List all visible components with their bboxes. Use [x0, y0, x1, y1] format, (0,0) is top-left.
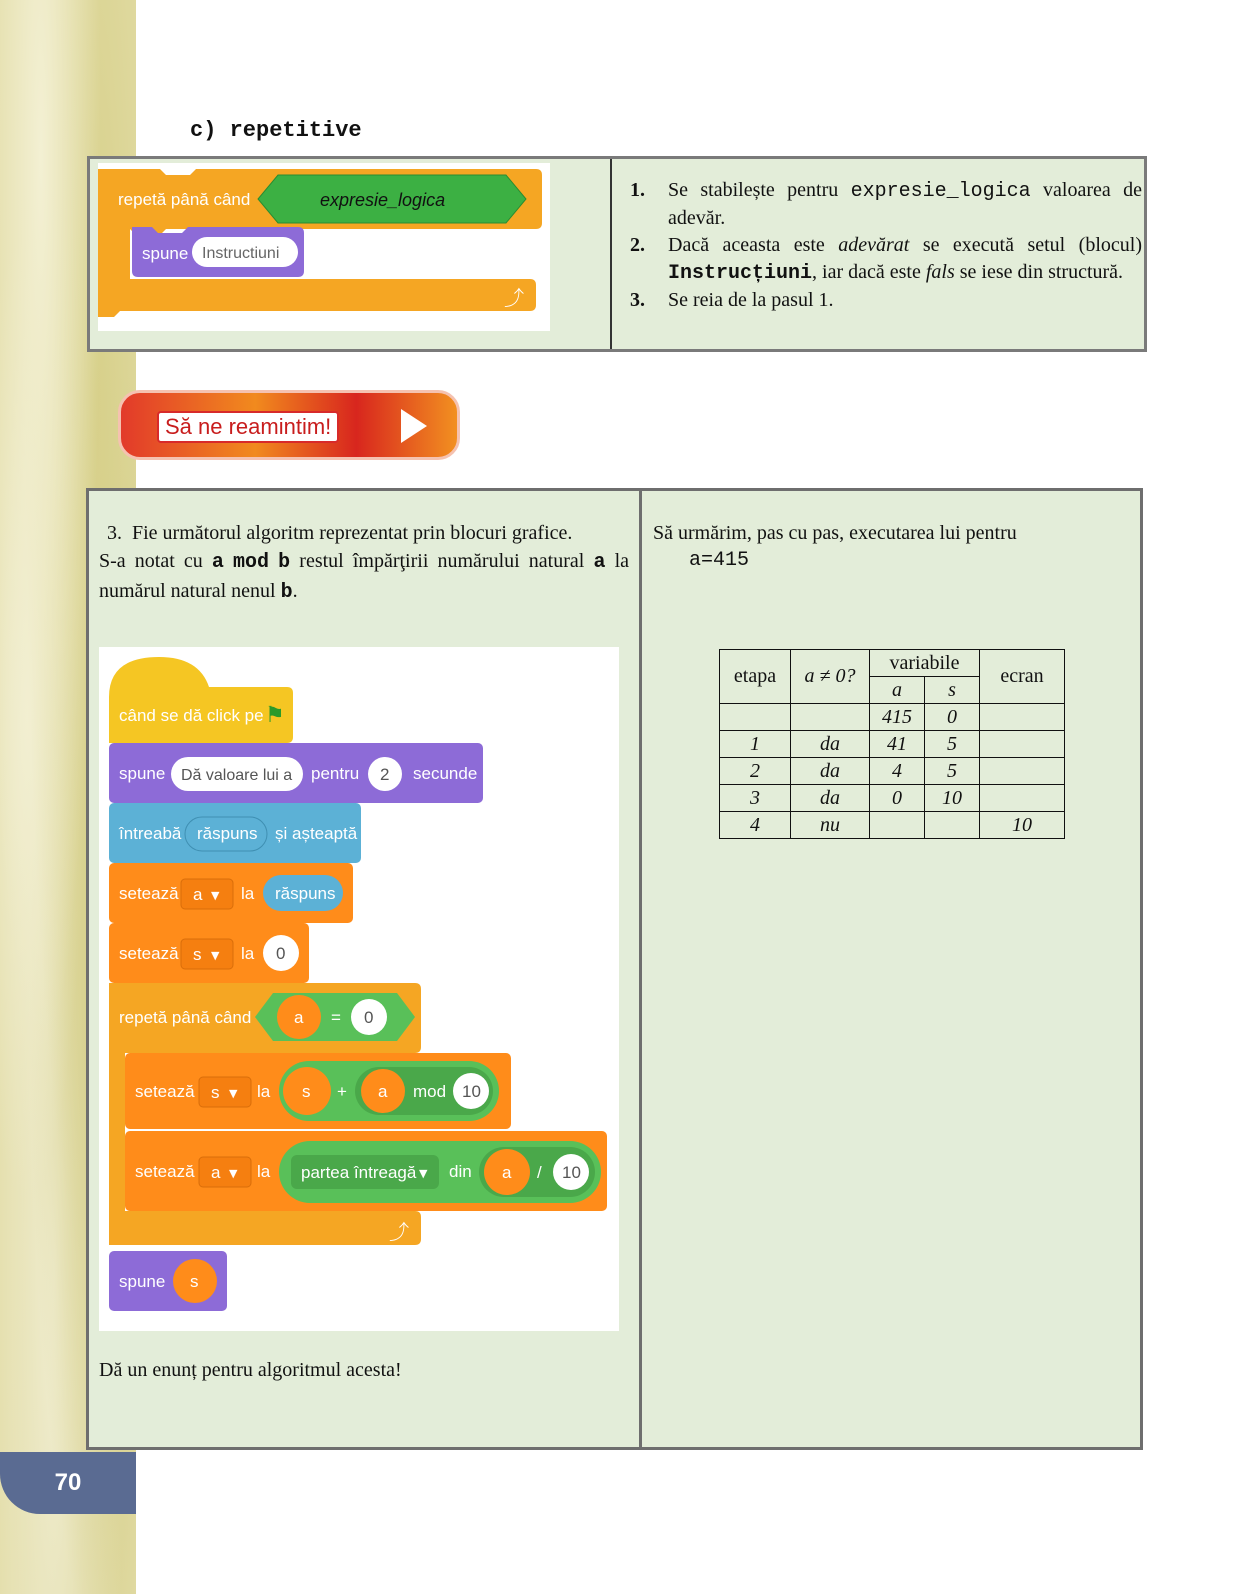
header-a: a [870, 677, 925, 704]
step-2: 2. Dacă aceasta este adevărat se execută setul (blocul) Instrucțiuni, iar dacă este fals se iese din structură. [630, 234, 1142, 285]
question-text: Dă un enunț pentru algoritmul acesta! [99, 1359, 402, 1381]
ask-label: întreabă [119, 824, 182, 843]
var-a-dropdown [181, 879, 233, 909]
chevron-down-icon: ▼ [229, 1087, 238, 1100]
loop-arrow-icon: ⤴ [504, 286, 524, 310]
repeat-until-label: repetă până când [119, 1008, 252, 1027]
header-vars: variabile [870, 650, 980, 677]
var-a-dropdown [199, 1157, 251, 1187]
var-s-text: s [302, 1082, 311, 1101]
zero-value: 0 [276, 944, 286, 963]
table-row: 1 da 41 5 [720, 731, 1065, 758]
to-label: la [241, 884, 255, 903]
to-label: la [241, 944, 255, 963]
condition-text: expresie_logica [320, 190, 446, 210]
step-1: 1. Se stabilește pentru expresie_logica valoarea de adevăr. [630, 179, 1142, 229]
trace-intro: Să urmărim, pas cu pas, executarea lui pentru a=415 [653, 519, 1093, 575]
when-flag-block [109, 657, 293, 743]
repeat-block-image [98, 163, 550, 331]
table-row: 415 0 [720, 704, 1065, 731]
trace-input: a=415 [689, 549, 750, 572]
chevron-down-icon: ▼ [211, 949, 220, 962]
repeat-block-svg [98, 163, 550, 331]
box1-divider [610, 159, 612, 349]
to-label: la [257, 1162, 271, 1181]
problem-note: S-a notat cu a mod b restul împărţirii numărului natural a la numărul natural nenul b. [99, 550, 630, 604]
var-a-text: a [193, 885, 203, 904]
secs-label: secunde [413, 764, 478, 783]
floor-label: partea întreagă [301, 1163, 417, 1182]
wait-label: și așteaptă [275, 824, 358, 843]
box2-divider [639, 491, 642, 1447]
answer-label: răspuns [275, 884, 336, 903]
say-label: spune [119, 1272, 166, 1291]
green-flag-icon: ⚑ [265, 703, 285, 728]
ten-value: 10 [462, 1082, 481, 1101]
var-s-text: s [190, 1272, 199, 1291]
table-row: 3 da 0 10 [720, 785, 1065, 812]
table-row: 4 nu 10 [720, 812, 1065, 839]
header-etapa: etapa [720, 650, 791, 704]
var-s-text: s [211, 1083, 220, 1102]
trace-table [719, 649, 1065, 839]
chevron-down-icon: ▼ [211, 889, 220, 902]
set-label: setează [135, 1162, 195, 1181]
var-a-text: a [294, 1008, 304, 1027]
play-icon [401, 409, 427, 443]
header-s: s [925, 677, 980, 704]
scratch-script-svg [99, 647, 619, 1331]
problem-statement: 3. Fie următorul algoritm reprezentat prin blocuri grafice. [107, 522, 573, 544]
say-text-value: Dă valoare lui a [181, 767, 293, 784]
set-label: setează [119, 884, 179, 903]
divide-sign: / [537, 1163, 542, 1182]
set-label: setează [119, 944, 179, 963]
exercise-box [86, 488, 1143, 1450]
table-row: 2 da 4 5 [720, 758, 1065, 785]
for-label: pentru [311, 764, 360, 783]
plus-sign: + [337, 1082, 347, 1101]
reminder-banner-text: Să ne reamintim! [157, 411, 339, 443]
of-label: din [449, 1162, 472, 1181]
repeat-until-label: repetă până când [118, 190, 251, 209]
chevron-down-icon: ▼ [419, 1167, 428, 1180]
var-a-text: a [378, 1082, 388, 1101]
repeat-structure-box [87, 156, 1147, 352]
to-label: la [257, 1082, 271, 1101]
var-s-dropdown [181, 939, 233, 969]
mod-label: mod [413, 1082, 447, 1101]
answer-label: răspuns [197, 824, 258, 843]
page-number: 70 [0, 1452, 136, 1514]
header-ecran: ecran [980, 650, 1065, 704]
reminder-banner [118, 390, 460, 460]
equals-sign: = [331, 1008, 341, 1027]
when-flag-label: când se dă click pe [119, 706, 264, 725]
ten-value: 10 [562, 1163, 581, 1182]
say-label: spune [119, 764, 166, 783]
steps-list [630, 177, 1142, 314]
set-label: setează [135, 1082, 195, 1101]
section-heading: c) repetitive [190, 118, 362, 143]
zero-value: 0 [364, 1008, 374, 1027]
var-s-text: s [193, 945, 202, 964]
header-cond: a ≠ 0? [791, 650, 870, 704]
secs-value: 2 [380, 765, 390, 784]
var-a-text: a [211, 1163, 221, 1182]
say-value-text: Instructiuni [202, 245, 280, 262]
problem-text [99, 519, 629, 607]
var-s-dropdown [199, 1077, 251, 1107]
say-label: spune [142, 244, 189, 263]
loop-arrow-icon: ⤴ [389, 1220, 409, 1244]
var-a-text: a [502, 1163, 512, 1182]
scratch-script-image [99, 647, 619, 1331]
chevron-down-icon: ▼ [229, 1167, 238, 1180]
step-3: 3. Se reia de la pasul 1. [630, 289, 834, 311]
